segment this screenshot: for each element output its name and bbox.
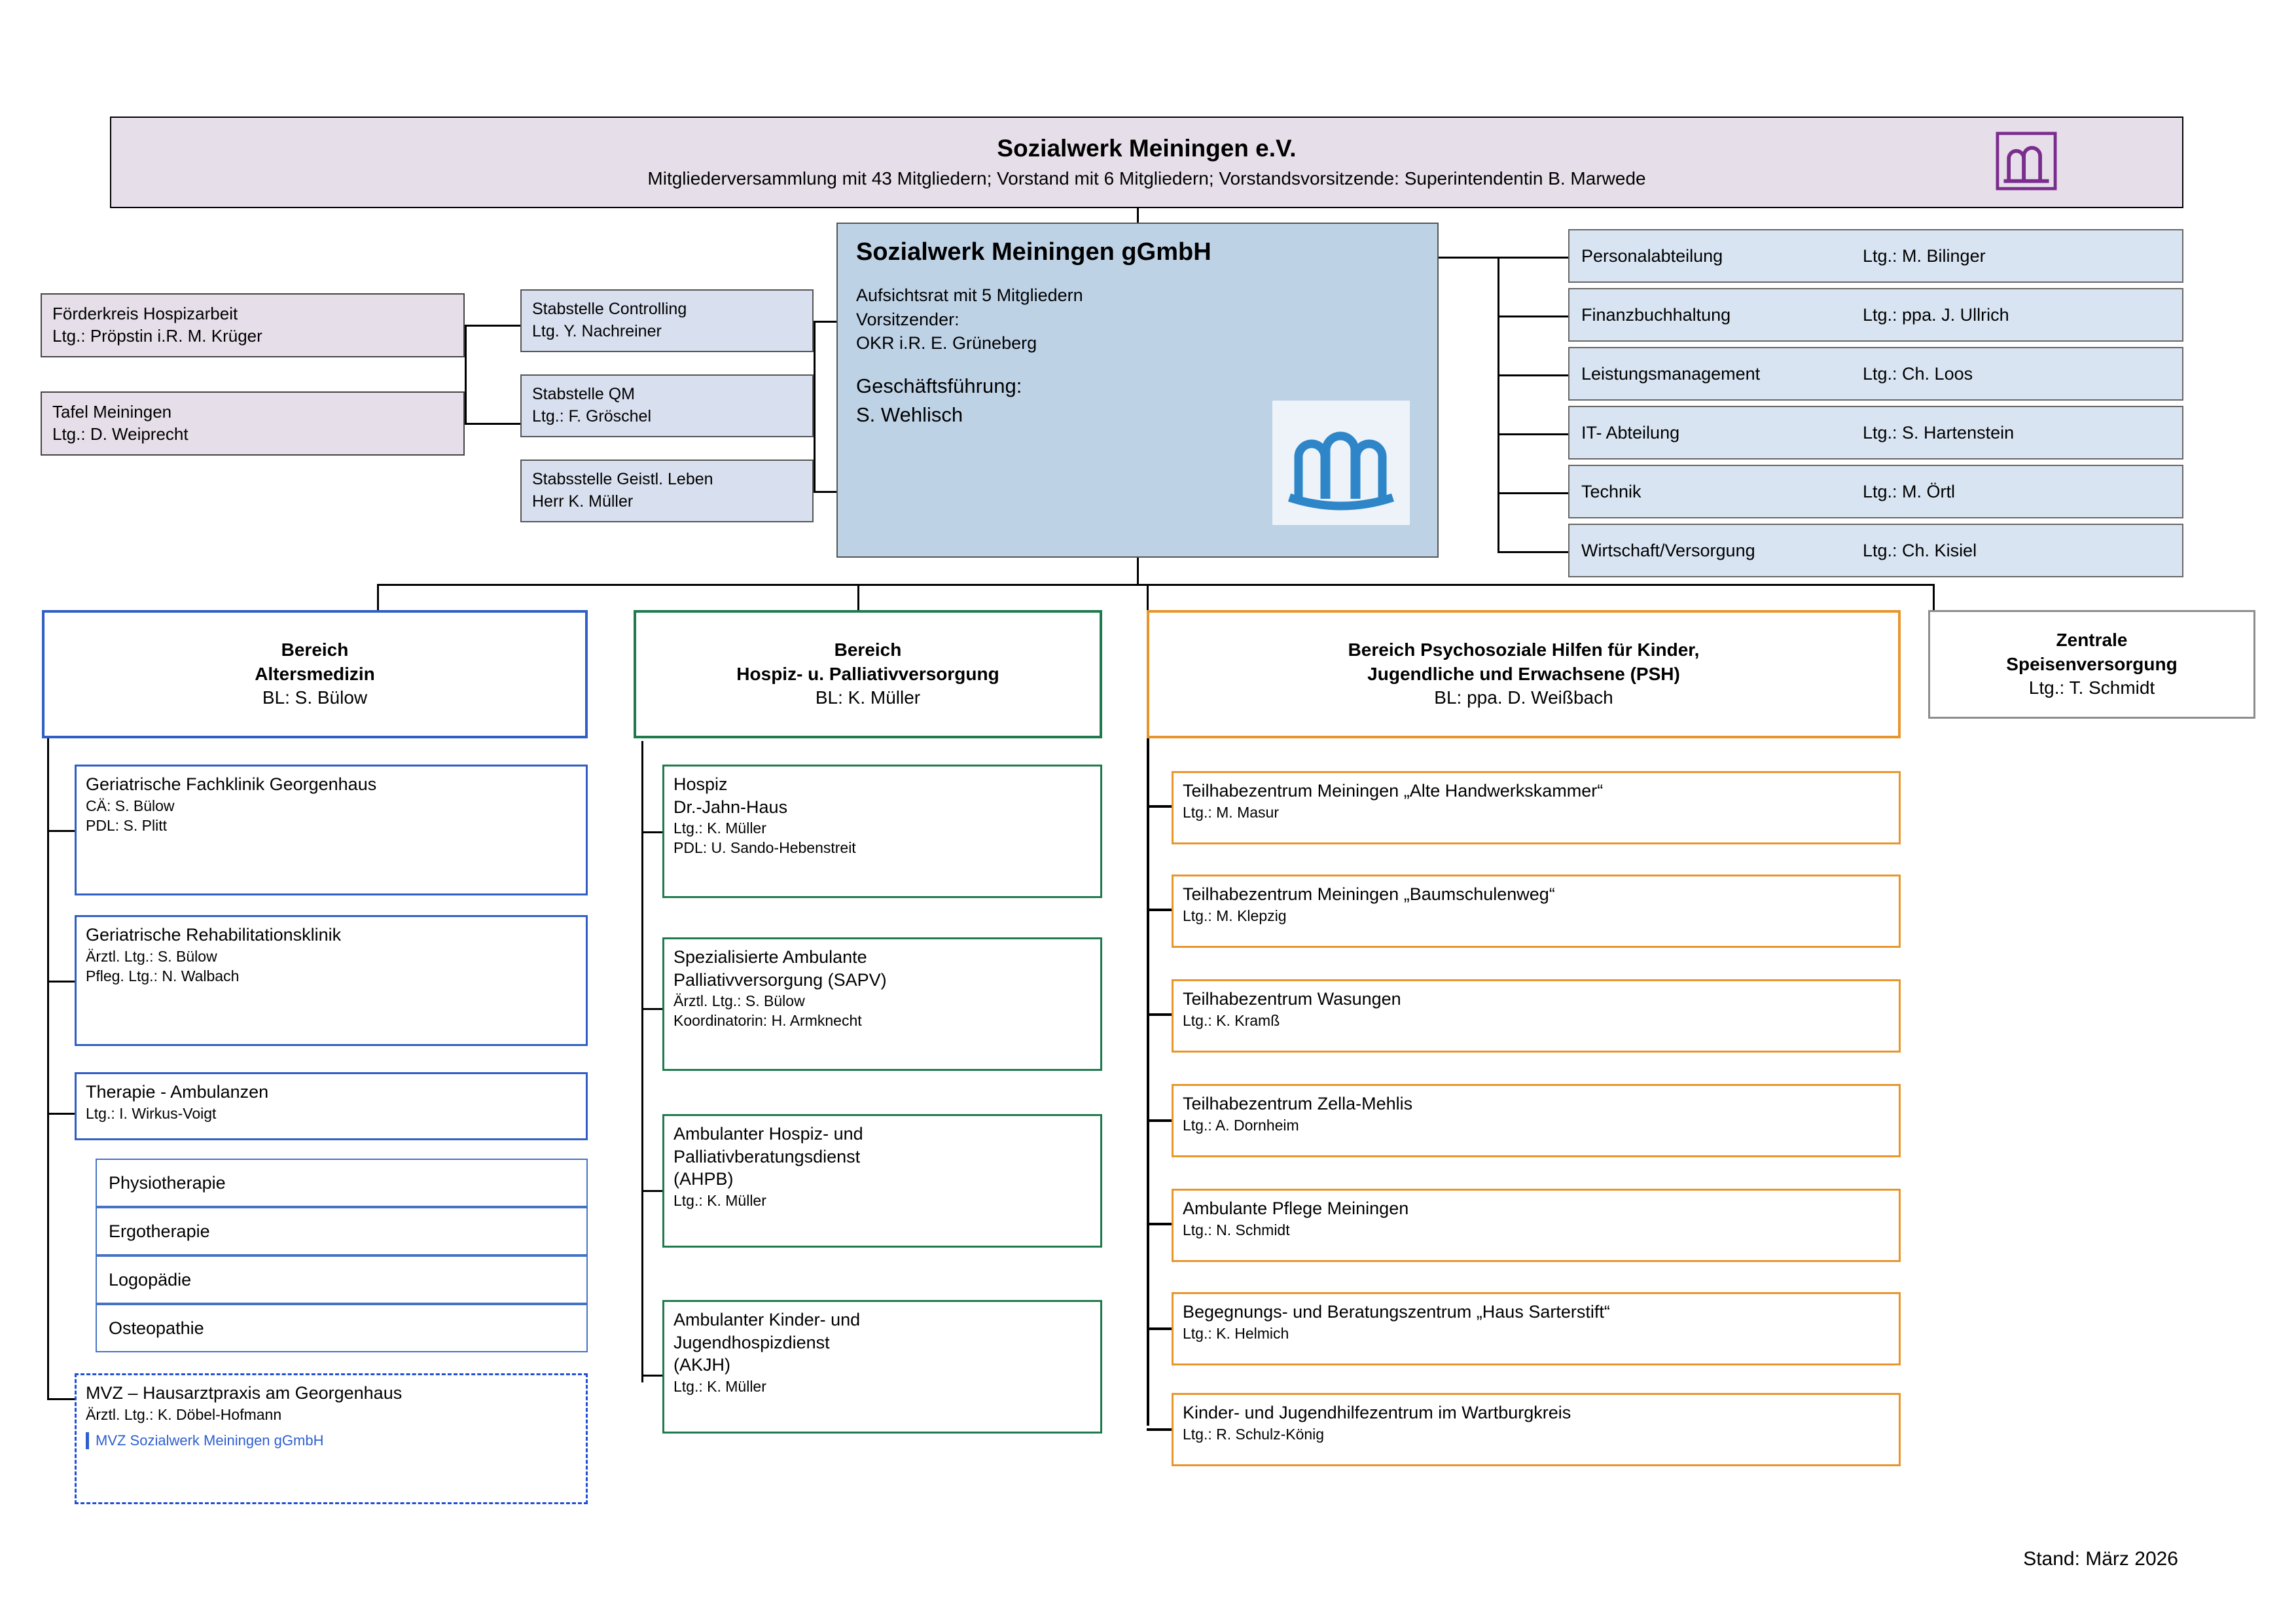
connector-psh-7 [1147, 1428, 1172, 1431]
unit-mvz-note: MVZ Sozialwerk Meiningen gGmbH [86, 1432, 577, 1449]
area-hospice-header [634, 610, 1102, 738]
staff-unit-spiritual-lead: Herr K. Müller [532, 492, 634, 511]
area-catering-lead: Ltg.: T. Schmidt [2028, 677, 2155, 698]
connector-psh-2 [1147, 909, 1172, 911]
unit-tz-wasungen [1172, 979, 1901, 1053]
area-hospice-title-l2: Hospiz- u. Palliativversorgung [736, 663, 999, 684]
unit-ahpb-title-l1: Ambulanter Hospiz- und [673, 1124, 863, 1144]
admin-personalabteilung [1568, 229, 2183, 283]
unit-hospiz-title-l1: Hospiz [673, 774, 728, 794]
unit-tz-baumschulenweg [1172, 875, 1901, 948]
admin-leistungsmanagement-lead: Ltg.: Ch. Loos [1863, 363, 1973, 384]
area-catering-header [1928, 610, 2255, 719]
tafel-box [41, 391, 465, 456]
unit-akjh-title-l3: (AKJH) [673, 1355, 730, 1375]
connector-psh-spine [1147, 738, 1149, 1426]
connector-geriatrics-3 [47, 1113, 75, 1115]
unit-logopaedie-label: Logopädie [109, 1269, 192, 1290]
area-geriatrics-title-l1: Bereich [281, 640, 349, 660]
foerderkreis-lead: Ltg.: Pröpstin i.R. M. Krüger [52, 326, 262, 346]
unit-haus-sarterstift-lead: Ltg.: K. Helmich [1183, 1324, 1289, 1342]
connector-left-foerder [465, 325, 521, 327]
association-subtitle: Mitgliederversammlung mit 43 Mitgliedern; Vorstand mit 6 Mitgliedern; Vorstandsvorsitzende: Superintendentin B. Marwede [647, 168, 1646, 189]
area-psh-title-l2: Jugendliche und Erwachsene (PSH) [1367, 663, 1680, 684]
unit-geriatrische-fachklinik-l2: PDL: S. Plitt [86, 816, 167, 834]
staff-unit-spiritual-name: Stabsstelle Geistl. Leben [532, 470, 713, 488]
unit-kjhz-wartburgkreis-lead: Ltg.: R. Schulz-König [1183, 1425, 1325, 1443]
unit-tz-wasungen-lead: Ltg.: K. Kramß [1183, 1011, 1280, 1029]
admin-wirtschaft-lead: Ltg.: Ch. Kisiel [1863, 540, 1977, 560]
unit-mvz-hausarztpraxis [75, 1373, 588, 1504]
unit-ergotherapie [96, 1207, 588, 1255]
connector-stab1 [814, 321, 837, 323]
unit-mvz-lead: Ärztl. Ltg.: K. Döbel-Hofmann [86, 1406, 282, 1424]
admin-leistungsmanagement-name: Leistungsmanagement [1581, 363, 1761, 384]
connector-area-catering [1933, 584, 1935, 611]
unit-tz-zella-mehlis-title: Teilhabezentrum Zella-Mehlis [1183, 1094, 1413, 1113]
unit-haus-sarterstift [1172, 1292, 1901, 1365]
connector-psh-3 [1147, 1013, 1172, 1016]
admin-it-lead: Ltg.: S. Hartenstein [1863, 422, 2015, 442]
connector-hospice-2 [641, 1008, 662, 1010]
area-hospice-lead: BL: K. Müller [815, 687, 921, 708]
area-psh-title-l1: Bereich Psychosoziale Hilfen für Kinder, [1348, 640, 1700, 660]
staff-unit-controlling [520, 289, 814, 352]
association-title: Sozialwerk Meiningen e.V. [997, 135, 1297, 162]
connector-area-hospice [857, 584, 859, 611]
area-catering-title-l2: Speisenversorgung [2006, 653, 2178, 674]
unit-hospiz-l1: Ltg.: K. Müller [673, 820, 766, 837]
admin-it-name: IT- Abteilung [1581, 422, 1680, 442]
unit-tz-alte-handwerkskammer [1172, 771, 1901, 844]
connector-stab-vertical [814, 321, 816, 492]
connector-admin-2 [1498, 316, 1568, 317]
admin-technik [1568, 465, 2183, 518]
company-supervisory-board: Aufsichtsrat mit 5 Mitgliedern [856, 285, 1083, 305]
staff-unit-controlling-name: Stabstelle Controlling [532, 300, 687, 318]
admin-finanzbuchhaltung-name: Finanzbuchhaltung [1581, 304, 1731, 325]
unit-akjh-title-l2: Jugendhospizdienst [673, 1332, 830, 1352]
unit-logopaedie [96, 1255, 588, 1304]
unit-therapie-ambulanzen-l1: Ltg.: I. Wirkus-Voigt [86, 1104, 217, 1122]
admin-technik-name: Technik [1581, 481, 1641, 501]
unit-akjh [662, 1300, 1102, 1434]
staff-unit-controlling-lead: Ltg. Y. Nachreiner [532, 321, 662, 340]
area-psh-header [1147, 610, 1901, 738]
unit-geriatrische-fachklinik-l1: CÄ: S. Bülow [86, 797, 175, 814]
unit-physiotherapie-label: Physiotherapie [109, 1172, 226, 1193]
unit-geriatrische-reha-title: Geriatrische Rehabilitationsklinik [86, 925, 342, 945]
area-psh-lead: BL: ppa. D. Weißbach [1434, 687, 1613, 708]
unit-tz-baumschulenweg-lead: Ltg.: M. Klepzig [1183, 907, 1287, 924]
church-arches-logo-icon [1272, 401, 1410, 525]
unit-ambulante-pflege [1172, 1189, 1901, 1262]
company-chair-label: Vorsitzender: [856, 309, 960, 329]
unit-osteopathie-label: Osteopathie [109, 1318, 204, 1338]
unit-akjh-title-l1: Ambulanter Kinder- und [673, 1310, 861, 1329]
staff-unit-qm-name: Stabstelle QM [532, 385, 636, 403]
unit-geriatrische-reha-l2: Pfleg. Ltg.: N. Walbach [86, 967, 240, 984]
company-chair-name: OKR i.R. E. Grüneberg [856, 333, 1037, 353]
area-geriatrics-title-l2: Altersmedizin [255, 663, 375, 684]
connector-ggmbh-to-admin [1439, 257, 1499, 259]
connector-admin-6 [1498, 551, 1568, 553]
connector-geriatrics-spine [47, 738, 49, 1399]
unit-hospiz-l2: PDL: U. Sando-Hebenstreit [673, 839, 856, 857]
connector-hospice-4 [641, 1375, 662, 1377]
unit-geriatrische-reha [75, 915, 588, 1046]
unit-ambulante-pflege-lead: Ltg.: N. Schmidt [1183, 1221, 1290, 1238]
connector-psh-1 [1147, 805, 1172, 808]
unit-ahpb-title-l3: (AHPB) [673, 1169, 734, 1189]
admin-finanzbuchhaltung [1568, 288, 2183, 342]
unit-hospiz-title-l2: Dr.-Jahn-Haus [673, 797, 788, 817]
unit-haus-sarterstift-title: Begegnungs- und Beratungszentrum „Haus Sarterstift“ [1183, 1302, 1610, 1322]
unit-hospiz-dr-jahn-haus [662, 765, 1102, 898]
company-management-name: S. Wehlisch [856, 403, 963, 427]
unit-tz-alte-handwerkskammer-lead: Ltg.: M. Masur [1183, 803, 1279, 821]
unit-therapie-ambulanzen-title: Therapie - Ambulanzen [86, 1082, 269, 1102]
area-hospice-title-l1: Bereich [834, 640, 902, 660]
unit-akjh-l1: Ltg.: K. Müller [673, 1377, 766, 1395]
unit-ahpb-title-l2: Palliativberatungsdienst [673, 1146, 861, 1166]
unit-geriatrische-fachklinik [75, 765, 588, 895]
admin-personalabteilung-lead: Ltg.: M. Bilinger [1863, 245, 1986, 266]
admin-personalabteilung-name: Personalabteilung [1581, 245, 1723, 266]
connector-left-tafel [465, 423, 521, 425]
unit-ahpb-l1: Ltg.: K. Müller [673, 1191, 766, 1209]
admin-it [1568, 406, 2183, 460]
unit-therapie-ambulanzen [75, 1072, 588, 1140]
admin-wirtschaft [1568, 524, 2183, 577]
connector-psh-4 [1147, 1119, 1172, 1122]
connector-assoc-to-ggmbh [1137, 208, 1139, 224]
company-management-label: Geschäftsführung: [856, 374, 1022, 398]
unit-kjhz-wartburgkreis-title: Kinder- und Jugendhilfezentrum im Wartburgkreis [1183, 1403, 1571, 1422]
admin-technik-lead: Ltg.: M. Örtl [1863, 481, 1956, 501]
connector-admin-vertical [1498, 257, 1499, 551]
status-date: Stand: März 2026 [2023, 1548, 2178, 1570]
connector-stab3 [814, 491, 837, 493]
unit-sapv-l1: Ärztl. Ltg.: S. Bülow [673, 992, 805, 1010]
connector-hospice-spine [641, 741, 643, 1382]
area-geriatrics-lead: BL: S. Bülow [262, 687, 368, 708]
admin-finanzbuchhaltung-lead: Ltg.: ppa. J. Ullrich [1863, 304, 2009, 325]
admin-wirtschaft-name: Wirtschaft/Versorgung [1581, 540, 1755, 560]
area-geriatrics-header [42, 610, 588, 738]
connector-geriatrics-1 [47, 830, 75, 832]
connector-areas-horizontal [377, 584, 1935, 586]
unit-sapv-title-l2: Palliativversorgung (SAPV) [673, 969, 887, 990]
staff-unit-spiritual [520, 460, 814, 522]
unit-tz-zella-mehlis-lead: Ltg.: A. Dornheim [1183, 1116, 1299, 1134]
association-box [110, 117, 2183, 208]
unit-ambulante-pflege-title: Ambulante Pflege Meiningen [1183, 1199, 1409, 1218]
connector-area-geriatrics [377, 584, 379, 611]
unit-kjhz-wartburgkreis [1172, 1393, 1901, 1466]
foerderkreis-name: Förderkreis Hospizarbeit [52, 304, 238, 323]
unit-tz-baumschulenweg-title: Teilhabezentrum Meiningen „Baumschulenweg“ [1183, 884, 1555, 904]
connector-area-psh [1147, 584, 1149, 611]
connector-psh-5 [1147, 1223, 1172, 1225]
unit-tz-zella-mehlis [1172, 1084, 1901, 1157]
connector-geriatrics-2 [47, 981, 75, 983]
unit-mvz-title: MVZ – Hausarztpraxis am Georgenhaus [86, 1383, 403, 1403]
unit-ahpb [662, 1114, 1102, 1248]
unit-tz-alte-handwerkskammer-title: Teilhabezentrum Meiningen „Alte Handwerkskammer“ [1183, 781, 1604, 801]
tafel-name: Tafel Meiningen [52, 402, 172, 422]
unit-ergotherapie-label: Ergotherapie [109, 1221, 210, 1241]
connector-left-vertical [465, 325, 467, 424]
connector-hospice-3 [641, 1190, 662, 1192]
unit-sapv-title-l1: Spezialisierte Ambulante [673, 947, 867, 967]
staff-unit-qm [520, 374, 814, 437]
foerderkreis-box [41, 293, 465, 357]
church-arches-logo-icon [1995, 131, 2058, 191]
unit-geriatrische-reha-l1: Ärztl. Ltg.: S. Bülow [86, 947, 217, 965]
tafel-lead: Ltg.: D. Weiprecht [52, 424, 188, 444]
admin-leistungsmanagement [1568, 347, 2183, 401]
connector-admin-3 [1498, 374, 1568, 376]
staff-unit-qm-lead: Ltg.: F. Gröschel [532, 406, 652, 425]
unit-sapv-l2: Koordinatorin: H. Armknecht [673, 1012, 862, 1030]
area-catering-title-l1: Zentrale [2056, 630, 2128, 651]
unit-geriatrische-fachklinik-title: Geriatrische Fachklinik Georgenhaus [86, 774, 377, 794]
connector-ggmbh-down [1137, 558, 1139, 585]
unit-osteopathie [96, 1304, 588, 1352]
company-box [836, 223, 1439, 558]
connector-admin-1 [1498, 257, 1568, 259]
unit-physiotherapie [96, 1159, 588, 1207]
connector-admin-5 [1498, 492, 1568, 494]
connector-hospice-1 [641, 831, 662, 833]
company-title: Sozialwerk Meiningen gGmbH [856, 238, 1211, 266]
connector-admin-4 [1498, 433, 1568, 435]
unit-sapv [662, 937, 1102, 1071]
connector-geriatrics-4 [47, 1398, 75, 1400]
connector-psh-6 [1147, 1327, 1172, 1330]
unit-tz-wasungen-title: Teilhabezentrum Wasungen [1183, 989, 1401, 1009]
